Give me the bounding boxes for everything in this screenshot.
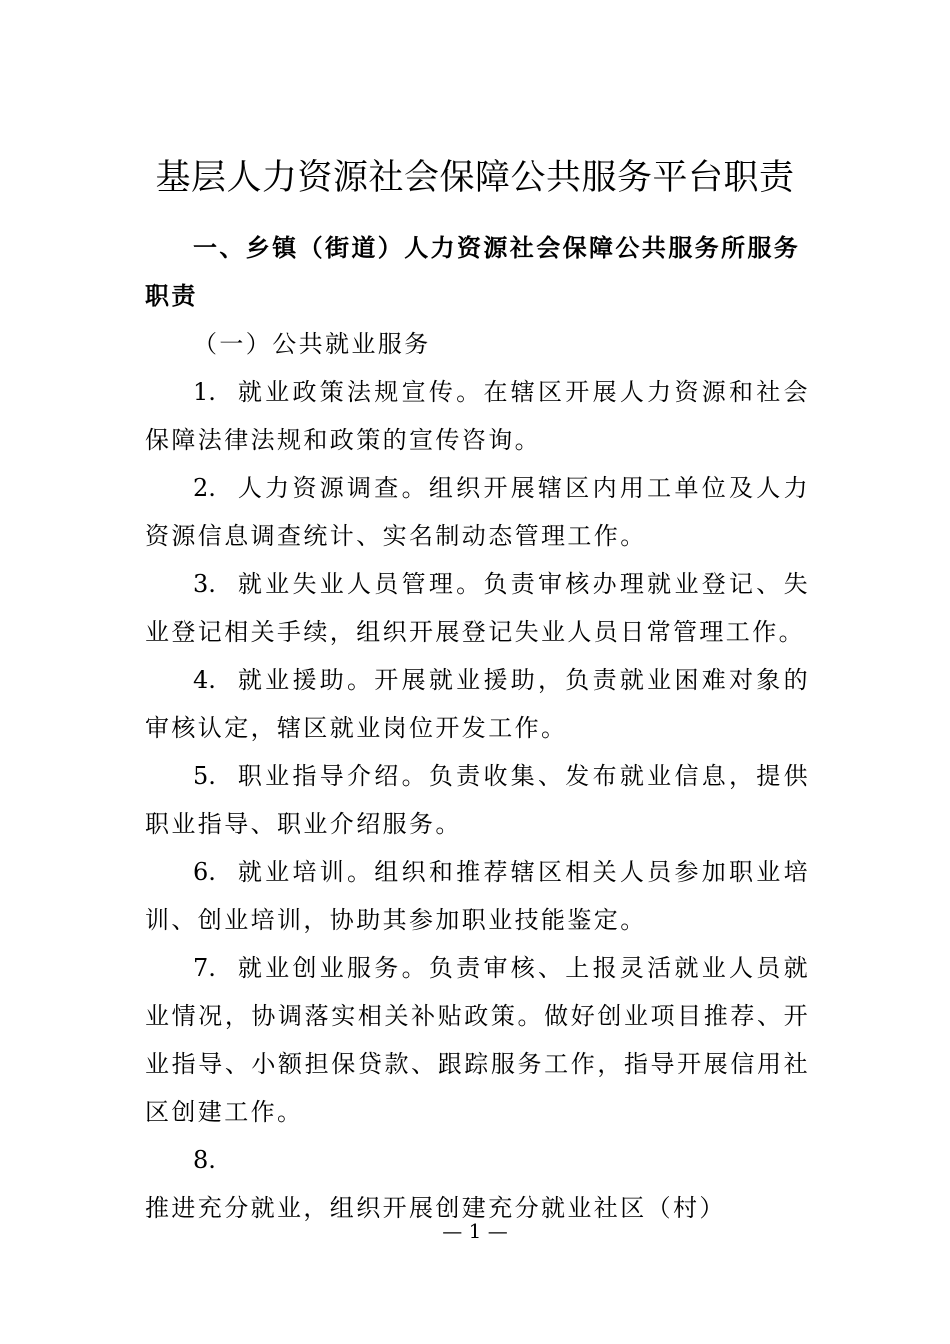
item-text: 就业培训。组织和推荐辖区相关人员参加职业培训、创业培训，协助其参加职业技能鉴定。	[145, 858, 810, 934]
item-number: 7.	[193, 954, 216, 982]
document-body	[145, 224, 810, 1232]
item-text: 就业创业服务。负责审核、上报灵活就业人员就业情况，协调落实相关补贴政策。做好创业项目推荐、开业指导、小额担保贷款、跟踪服务工作，指导开展信用社区创建工作。	[145, 954, 810, 1126]
list-item	[145, 848, 810, 944]
item-text: 推进充分就业，组织开展创建充分就业社区（村）	[145, 1194, 726, 1222]
list-item	[145, 944, 810, 1136]
list-item	[145, 560, 810, 656]
item-number: 6.	[193, 858, 216, 886]
item-number: 2.	[193, 474, 216, 502]
list-item	[145, 752, 810, 848]
item-number: 1.	[193, 378, 216, 406]
list-item	[145, 656, 810, 752]
list-item	[145, 368, 810, 464]
page-number: — 1 —	[442, 1219, 508, 1243]
item-text: 职业指导介绍。负责收集、发布就业信息，提供职业指导、职业介绍服务。	[145, 762, 810, 838]
section-heading: 一、乡镇（街道）人力资源社会保障公共服务所服务职责	[145, 234, 801, 310]
item-text: 就业政策法规宣传。在辖区开展人力资源和社会保障法律法规和政策的宣传咨询。	[145, 378, 810, 454]
document-title: 基层人力资源社会保障公共服务平台职责	[155, 158, 795, 198]
item-text: 人力资源调查。组织开展辖区内用工单位及人力资源信息调查统计、实名制动态管理工作。	[145, 474, 810, 550]
item-text: 就业援助。开展就业援助，负责就业困难对象的审核认定，辖区就业岗位开发工作。	[145, 666, 810, 742]
list-item	[145, 464, 810, 560]
item-number: 5.	[193, 762, 216, 790]
sub-heading: （一）公共就业服务	[193, 330, 431, 358]
item-number: 4.	[193, 666, 216, 694]
item-text: 就业失业人员管理。负责审核办理就业登记、失业登记相关手续，组织开展登记失业人员日常管理工作。	[145, 570, 810, 646]
item-number: 8.	[193, 1146, 216, 1174]
item-number: 3.	[193, 570, 216, 598]
